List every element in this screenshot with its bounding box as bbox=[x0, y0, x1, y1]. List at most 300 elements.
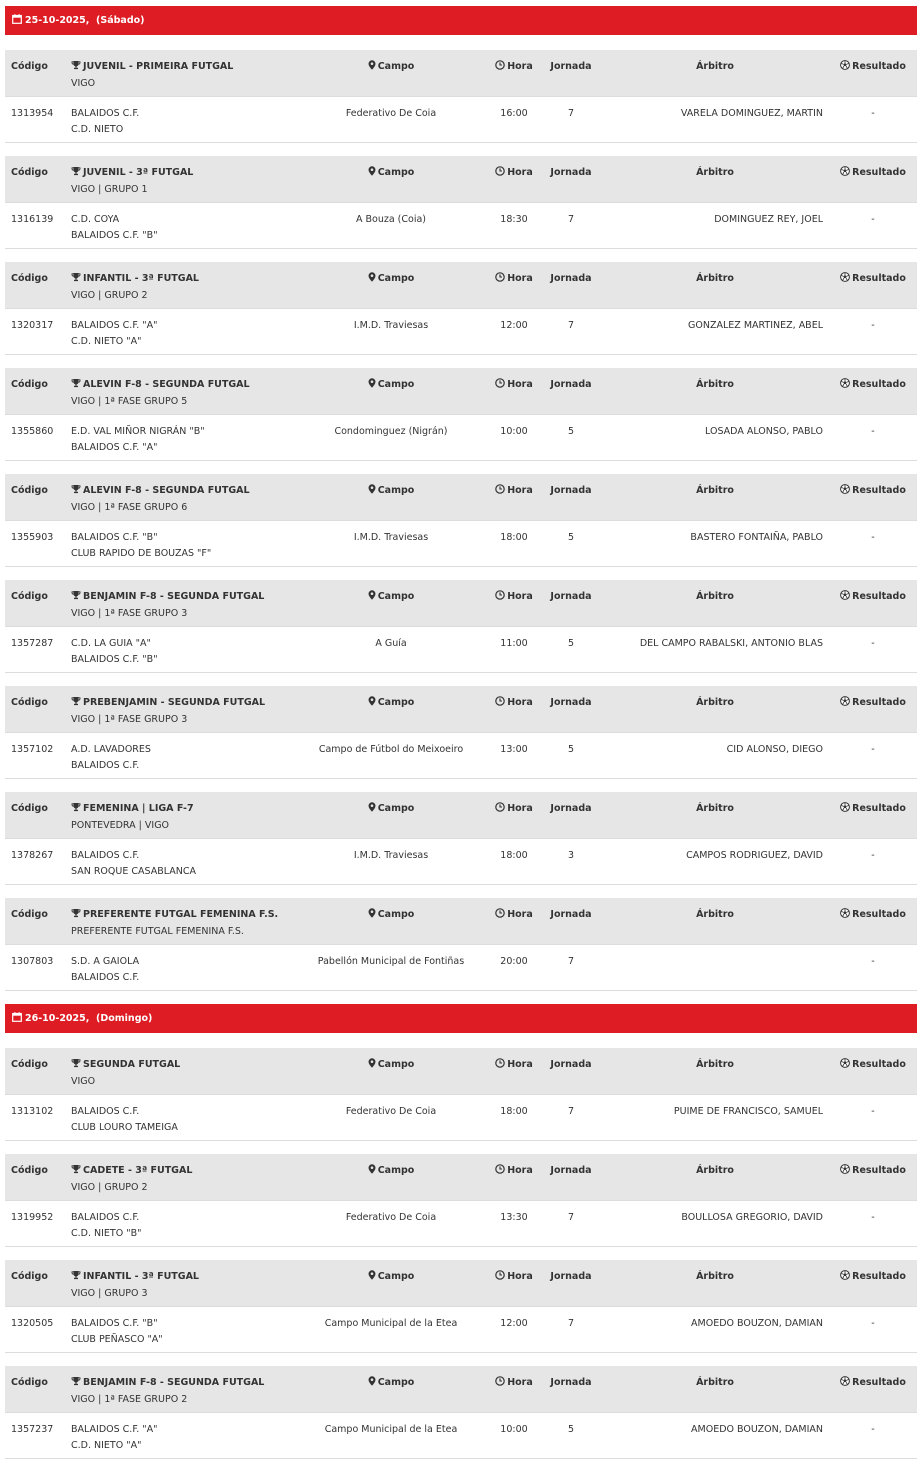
home-team[interactable]: A.D. LAVADORES bbox=[71, 744, 151, 755]
match-row bbox=[5, 627, 917, 673]
schedule-list bbox=[5, 6, 917, 1472]
match-code[interactable]: 1319952 bbox=[11, 1212, 54, 1223]
match-code[interactable]: 1357102 bbox=[11, 744, 54, 755]
competition-info bbox=[71, 589, 264, 622]
clock-icon bbox=[495, 908, 505, 924]
competition-info bbox=[71, 1269, 199, 1302]
clock-icon bbox=[495, 1376, 505, 1392]
match-teams bbox=[71, 954, 139, 986]
match-code[interactable]: 1320317 bbox=[11, 320, 54, 331]
map-marker-icon bbox=[368, 60, 376, 76]
codigo-header: Código bbox=[11, 1377, 48, 1388]
competition-name[interactable]: SEGUNDA FUTGAL bbox=[83, 1059, 181, 1070]
competition-group: VIGO bbox=[71, 1076, 96, 1087]
competition-group: VIGO | GRUPO 2 bbox=[71, 290, 148, 301]
match-code[interactable]: 1357287 bbox=[11, 638, 54, 649]
competition-info bbox=[71, 801, 194, 834]
competition-name[interactable]: INFANTIL - 3ª FUTGAL bbox=[83, 1271, 199, 1282]
campo-header: Campo bbox=[271, 271, 511, 288]
match-code[interactable]: 1316139 bbox=[11, 214, 54, 225]
match-block bbox=[5, 50, 917, 143]
resultado-header: Resultado bbox=[825, 271, 921, 288]
match-block bbox=[5, 686, 917, 779]
competition-group: VIGO bbox=[71, 78, 96, 89]
soccer-ball-icon bbox=[840, 272, 850, 288]
match-teams bbox=[71, 106, 139, 138]
soccer-ball-icon bbox=[840, 378, 850, 394]
jornada-header: Jornada bbox=[550, 697, 592, 708]
map-marker-icon bbox=[368, 802, 376, 818]
campo-header: Campo bbox=[271, 801, 511, 818]
hora-header: Hora bbox=[484, 589, 544, 606]
match-teams bbox=[71, 742, 151, 774]
match-arbitro: CAMPOS RODRIGUEZ, DAVID bbox=[686, 850, 823, 861]
trophy-icon bbox=[71, 484, 81, 500]
codigo-header: Código bbox=[11, 591, 48, 602]
competition-group: VIGO | 1ª FASE GRUPO 6 bbox=[71, 502, 188, 513]
map-marker-icon bbox=[368, 1058, 376, 1074]
map-marker-icon bbox=[368, 696, 376, 712]
codigo-header: Código bbox=[11, 697, 48, 708]
match-campo[interactable]: I.M.D. Traviesas bbox=[353, 320, 429, 331]
away-team[interactable]: CLUB RAPIDO DE BOUZAS "F" bbox=[71, 548, 212, 559]
match-block bbox=[5, 156, 917, 249]
match-resultado: - bbox=[871, 320, 875, 331]
map-marker-icon bbox=[368, 908, 376, 924]
map-marker-icon bbox=[368, 590, 376, 606]
competition-group: PREFERENTE FUTGAL FEMENINA F.S. bbox=[71, 926, 244, 937]
codigo-header: Código bbox=[11, 803, 48, 814]
day-date: 26-10-2025, bbox=[25, 1013, 90, 1024]
hora-header: Hora bbox=[484, 377, 544, 394]
match-hora: 13:30 bbox=[500, 1212, 528, 1223]
competition-name[interactable]: BENJAMIN F-8 - SEGUNDA FUTGAL bbox=[83, 591, 265, 602]
trophy-icon bbox=[71, 802, 81, 818]
match-campo[interactable]: A Bouza (Coia) bbox=[355, 214, 427, 225]
home-team[interactable]: BALAIDOS C.F. bbox=[71, 850, 140, 861]
match-arbitro: CID ALONSO, DIEGO bbox=[726, 744, 823, 755]
match-jornada: 5 bbox=[567, 532, 575, 543]
match-teams bbox=[71, 636, 158, 668]
arbitro-header: Árbitro bbox=[696, 1165, 734, 1176]
trophy-icon bbox=[71, 378, 81, 394]
match-row bbox=[5, 521, 917, 567]
arbitro-header: Árbitro bbox=[696, 697, 734, 708]
jornada-header: Jornada bbox=[550, 909, 592, 920]
competition-header bbox=[5, 262, 917, 309]
arbitro-header: Árbitro bbox=[696, 379, 734, 390]
campo-header: Campo bbox=[271, 1057, 511, 1074]
soccer-ball-icon bbox=[840, 166, 850, 182]
competition-name[interactable]: ALEVIN F-8 - SEGUNDA FUTGAL bbox=[83, 379, 250, 390]
match-resultado: - bbox=[871, 956, 875, 967]
competition-info bbox=[71, 1375, 264, 1408]
away-team[interactable]: C.D. NIETO "A" bbox=[71, 336, 142, 347]
home-team[interactable]: C.D. LA GUIA "A" bbox=[71, 638, 151, 649]
hora-header: Hora bbox=[484, 1375, 544, 1392]
match-jornada: 7 bbox=[567, 108, 575, 119]
competition-header bbox=[5, 792, 917, 839]
competition-name[interactable]: INFANTIL - 3ª FUTGAL bbox=[83, 273, 199, 284]
match-teams bbox=[71, 318, 158, 350]
campo-header: Campo bbox=[271, 1163, 511, 1180]
match-campo[interactable]: I.M.D. Traviesas bbox=[353, 532, 429, 543]
jornada-header: Jornada bbox=[550, 591, 592, 602]
competition-name[interactable]: BENJAMIN F-8 - SEGUNDA FUTGAL bbox=[83, 1377, 265, 1388]
trophy-icon bbox=[71, 1164, 81, 1180]
trophy-icon bbox=[71, 1058, 81, 1074]
soccer-ball-icon bbox=[840, 802, 850, 818]
match-hora: 12:00 bbox=[500, 1318, 528, 1329]
calendar-icon bbox=[12, 1012, 25, 1025]
competition-name[interactable]: FEMENINA | LIGA F-7 bbox=[83, 803, 194, 814]
match-code[interactable]: 1378267 bbox=[11, 850, 54, 861]
clock-icon bbox=[495, 802, 505, 818]
jornada-header: Jornada bbox=[550, 379, 592, 390]
clock-icon bbox=[495, 272, 505, 288]
match-campo[interactable]: Campo Municipal de la Etea bbox=[324, 1318, 458, 1329]
match-row bbox=[5, 1201, 917, 1247]
competition-header bbox=[5, 50, 917, 97]
hora-header: Hora bbox=[484, 165, 544, 182]
competition-name[interactable]: PREBENJAMIN - SEGUNDA FUTGAL bbox=[83, 697, 266, 708]
codigo-header: Código bbox=[11, 379, 48, 390]
arbitro-header: Árbitro bbox=[696, 167, 734, 178]
resultado-header: Resultado bbox=[825, 1163, 921, 1180]
trophy-icon bbox=[71, 272, 81, 288]
match-teams bbox=[71, 212, 158, 244]
competition-header bbox=[5, 368, 917, 415]
match-jornada: 7 bbox=[567, 1212, 575, 1223]
match-hora: 16:00 bbox=[500, 108, 528, 119]
resultado-header: Resultado bbox=[825, 695, 921, 712]
match-teams bbox=[71, 530, 211, 562]
competition-header bbox=[5, 1048, 917, 1095]
match-hora: 18:00 bbox=[500, 532, 528, 543]
resultado-header: Resultado bbox=[825, 1269, 921, 1286]
competition-name[interactable]: ALEVIN F-8 - SEGUNDA FUTGAL bbox=[83, 485, 250, 496]
codigo-header: Código bbox=[11, 909, 48, 920]
clock-icon bbox=[495, 378, 505, 394]
resultado-header: Resultado bbox=[825, 589, 921, 606]
jornada-header: Jornada bbox=[550, 803, 592, 814]
away-team[interactable]: C.D. NIETO "B" bbox=[71, 1228, 142, 1239]
resultado-header: Resultado bbox=[825, 1375, 921, 1392]
match-arbitro: PUIME DE FRANCISCO, SAMUEL bbox=[673, 1106, 823, 1117]
map-marker-icon bbox=[368, 272, 376, 288]
competition-name[interactable]: JUVENIL - 3ª FUTGAL bbox=[83, 167, 194, 178]
match-arbitro: GONZALEZ MARTINEZ, ABEL bbox=[688, 320, 823, 331]
match-arbitro: BASTERO FONTAIÑA, PABLO bbox=[690, 532, 823, 543]
calendar-icon bbox=[12, 14, 25, 27]
competition-info bbox=[71, 59, 233, 92]
campo-header: Campo bbox=[271, 377, 511, 394]
competition-group: VIGO | GRUPO 3 bbox=[71, 1288, 148, 1299]
arbitro-header: Árbitro bbox=[696, 61, 734, 72]
competition-info bbox=[71, 165, 193, 198]
match-resultado: - bbox=[871, 108, 875, 119]
hora-header: Hora bbox=[484, 483, 544, 500]
match-block bbox=[5, 1260, 917, 1353]
arbitro-header: Árbitro bbox=[696, 803, 734, 814]
match-jornada: 7 bbox=[567, 320, 575, 331]
match-code[interactable]: 1355860 bbox=[11, 426, 54, 437]
match-block bbox=[5, 792, 917, 885]
away-team[interactable]: C.D. NIETO bbox=[71, 124, 124, 135]
match-campo[interactable]: Federativo De Coia bbox=[345, 1106, 437, 1117]
competition-info bbox=[71, 271, 199, 304]
soccer-ball-icon bbox=[840, 696, 850, 712]
arbitro-header: Árbitro bbox=[696, 1377, 734, 1388]
campo-header: Campo bbox=[271, 1375, 511, 1392]
match-arbitro: BOULLOSA GREGORIO, DAVID bbox=[681, 1212, 823, 1223]
clock-icon bbox=[495, 1270, 505, 1286]
match-resultado: - bbox=[871, 1318, 875, 1329]
map-marker-icon bbox=[368, 1270, 376, 1286]
competition-header bbox=[5, 1260, 917, 1307]
home-team[interactable]: C.D. COYA bbox=[71, 214, 120, 225]
hora-header: Hora bbox=[484, 1163, 544, 1180]
campo-header: Campo bbox=[271, 695, 511, 712]
hora-header: Hora bbox=[484, 907, 544, 924]
match-teams bbox=[71, 1316, 163, 1348]
match-hora: 13:00 bbox=[500, 744, 528, 755]
match-code[interactable]: 1357237 bbox=[11, 1424, 54, 1435]
match-block bbox=[5, 1154, 917, 1247]
soccer-ball-icon bbox=[840, 60, 850, 76]
match-row bbox=[5, 97, 917, 143]
codigo-header: Código bbox=[11, 1059, 48, 1070]
match-hora: 18:00 bbox=[500, 1106, 528, 1117]
match-hora: 11:00 bbox=[500, 638, 528, 649]
competition-header bbox=[5, 1154, 917, 1201]
competition-info bbox=[71, 1057, 180, 1090]
trophy-icon bbox=[71, 60, 81, 76]
match-code[interactable]: 1307803 bbox=[11, 956, 54, 967]
jornada-header: Jornada bbox=[550, 167, 592, 178]
home-team[interactable]: S.D. A GAIOLA bbox=[71, 956, 140, 967]
competition-name[interactable]: JUVENIL - PRIMEIRA FUTGAL bbox=[83, 61, 234, 72]
campo-header: Campo bbox=[271, 165, 511, 182]
codigo-header: Código bbox=[11, 485, 48, 496]
match-campo[interactable]: Federativo De Coia bbox=[345, 1212, 437, 1223]
home-team[interactable]: BALAIDOS C.F. "A" bbox=[71, 1424, 158, 1435]
hora-header: Hora bbox=[484, 1269, 544, 1286]
match-code[interactable]: 1313954 bbox=[11, 108, 54, 119]
soccer-ball-icon bbox=[840, 1376, 850, 1392]
match-jornada: 7 bbox=[567, 214, 575, 225]
codigo-header: Código bbox=[11, 1165, 48, 1176]
match-arbitro: DOMINGUEZ REY, JOEL bbox=[714, 214, 823, 225]
soccer-ball-icon bbox=[840, 1270, 850, 1286]
map-marker-icon bbox=[368, 1376, 376, 1392]
match-arbitro: DEL CAMPO RABALSKI, ANTONIO BLAS bbox=[639, 638, 823, 649]
trophy-icon bbox=[71, 908, 81, 924]
arbitro-header: Árbitro bbox=[696, 485, 734, 496]
match-row bbox=[5, 733, 917, 779]
match-campo[interactable]: Pabellón Municipal de Fontiñas bbox=[317, 956, 465, 967]
map-marker-icon bbox=[368, 378, 376, 394]
match-hora: 18:00 bbox=[500, 850, 528, 861]
competition-info bbox=[71, 483, 250, 516]
codigo-header: Código bbox=[11, 61, 48, 72]
hora-header: Hora bbox=[484, 59, 544, 76]
match-teams bbox=[71, 424, 205, 456]
campo-header: Campo bbox=[271, 907, 511, 924]
clock-icon bbox=[495, 166, 505, 182]
resultado-header: Resultado bbox=[825, 377, 921, 394]
day-date: 25-10-2025, bbox=[25, 15, 90, 26]
jornada-header: Jornada bbox=[550, 1165, 592, 1176]
match-resultado: - bbox=[871, 1424, 875, 1435]
match-row bbox=[5, 945, 917, 991]
clock-icon bbox=[495, 1058, 505, 1074]
campo-header: Campo bbox=[271, 1269, 511, 1286]
map-marker-icon bbox=[368, 484, 376, 500]
competition-name[interactable]: CADETE - 3ª FUTGAL bbox=[83, 1165, 193, 1176]
resultado-header: Resultado bbox=[825, 801, 921, 818]
match-row bbox=[5, 1095, 917, 1141]
hora-header: Hora bbox=[484, 801, 544, 818]
day-header bbox=[5, 6, 917, 35]
match-campo[interactable]: Campo Municipal de la Etea bbox=[324, 1424, 458, 1435]
clock-icon bbox=[495, 1164, 505, 1180]
home-team[interactable]: BALAIDOS C.F. "A" bbox=[71, 320, 158, 331]
clock-icon bbox=[495, 484, 505, 500]
match-jornada: 5 bbox=[567, 744, 575, 755]
home-team[interactable]: BALAIDOS C.F. "B" bbox=[71, 532, 158, 543]
match-code[interactable]: 1355903 bbox=[11, 532, 54, 543]
clock-icon bbox=[495, 60, 505, 76]
away-team[interactable]: BALAIDOS C.F. "B" bbox=[71, 230, 158, 241]
trophy-icon bbox=[71, 590, 81, 606]
away-team[interactable]: CLUB LOURO TAMEIGA bbox=[71, 1122, 178, 1133]
competition-header bbox=[5, 686, 917, 733]
competition-info bbox=[71, 1163, 192, 1196]
match-campo[interactable]: Federativo De Coia bbox=[345, 108, 437, 119]
competition-group: VIGO | 1ª FASE GRUPO 5 bbox=[71, 396, 188, 407]
clock-icon bbox=[495, 590, 505, 606]
home-team[interactable]: BALAIDOS C.F. bbox=[71, 1106, 140, 1117]
arbitro-header: Árbitro bbox=[696, 591, 734, 602]
campo-header: Campo bbox=[271, 483, 511, 500]
away-team[interactable]: BALAIDOS C.F. "B" bbox=[71, 654, 158, 665]
hora-header: Hora bbox=[484, 1057, 544, 1074]
away-team[interactable]: C.D. NIETO "A" bbox=[71, 1440, 142, 1451]
match-campo[interactable]: Campo de Fútbol do Meixoeiro bbox=[318, 744, 464, 755]
match-arbitro: AMOEDO BOUZON, DAMIAN bbox=[691, 1318, 823, 1329]
trophy-icon bbox=[71, 1376, 81, 1392]
soccer-ball-icon bbox=[840, 590, 850, 606]
trophy-icon bbox=[71, 1270, 81, 1286]
away-team[interactable]: BALAIDOS C.F. bbox=[71, 972, 140, 983]
match-campo[interactable]: A Guía bbox=[375, 638, 407, 649]
match-resultado: - bbox=[871, 744, 875, 755]
hora-header: Hora bbox=[484, 271, 544, 288]
hora-header: Hora bbox=[484, 695, 544, 712]
competition-header bbox=[5, 474, 917, 521]
map-marker-icon bbox=[368, 1164, 376, 1180]
match-teams bbox=[71, 1104, 178, 1136]
match-block bbox=[5, 368, 917, 461]
jornada-header: Jornada bbox=[550, 61, 592, 72]
match-hora: 10:00 bbox=[500, 1424, 528, 1435]
match-jornada: 5 bbox=[567, 1424, 575, 1435]
arbitro-header: Árbitro bbox=[696, 909, 734, 920]
resultado-header: Resultado bbox=[825, 483, 921, 500]
competition-group: VIGO | GRUPO 1 bbox=[71, 184, 148, 195]
trophy-icon bbox=[71, 166, 81, 182]
resultado-header: Resultado bbox=[825, 165, 921, 182]
match-jornada: 7 bbox=[567, 1106, 575, 1117]
away-team[interactable]: CLUB PEÑASCO "A" bbox=[71, 1334, 163, 1345]
competition-info bbox=[71, 695, 265, 728]
match-resultado: - bbox=[871, 1106, 875, 1117]
competition-info bbox=[71, 907, 278, 940]
match-jornada: 5 bbox=[567, 426, 575, 437]
match-jornada: 7 bbox=[567, 1318, 575, 1329]
match-resultado: - bbox=[871, 1212, 875, 1223]
match-teams bbox=[71, 1210, 141, 1242]
away-team[interactable]: BALAIDOS C.F. bbox=[71, 760, 140, 771]
trophy-icon bbox=[71, 696, 81, 712]
day-weekday: (Domingo) bbox=[96, 1013, 153, 1024]
match-block bbox=[5, 580, 917, 673]
campo-header: Campo bbox=[271, 59, 511, 76]
soccer-ball-icon bbox=[840, 1058, 850, 1074]
soccer-ball-icon bbox=[840, 908, 850, 924]
jornada-header: Jornada bbox=[550, 485, 592, 496]
match-jornada: 5 bbox=[567, 638, 575, 649]
competition-header bbox=[5, 156, 917, 203]
home-team[interactable]: BALAIDOS C.F. "B" bbox=[71, 1318, 158, 1329]
competition-header bbox=[5, 1366, 917, 1413]
match-resultado: - bbox=[871, 214, 875, 225]
home-team[interactable]: E.D. VAL MIÑOR NIGRÁN "B" bbox=[71, 426, 205, 437]
home-team[interactable]: BALAIDOS C.F. bbox=[71, 108, 140, 119]
arbitro-header: Árbitro bbox=[696, 1059, 734, 1070]
competition-header bbox=[5, 898, 917, 945]
match-code[interactable]: 1313102 bbox=[11, 1106, 54, 1117]
match-arbitro: AMOEDO BOUZON, DAMIAN bbox=[691, 1424, 823, 1435]
match-hora: 10:00 bbox=[500, 426, 528, 437]
match-row bbox=[5, 309, 917, 355]
match-resultado: - bbox=[871, 850, 875, 861]
jornada-header: Jornada bbox=[550, 1059, 592, 1070]
match-block bbox=[5, 1048, 917, 1141]
match-resultado: - bbox=[871, 532, 875, 543]
match-teams bbox=[71, 848, 196, 880]
home-team[interactable]: BALAIDOS C.F. bbox=[71, 1212, 140, 1223]
jornada-header: Jornada bbox=[550, 1377, 592, 1388]
soccer-ball-icon bbox=[840, 484, 850, 500]
away-team[interactable]: SAN ROQUE CASABLANCA bbox=[71, 866, 196, 877]
campo-header: Campo bbox=[271, 589, 511, 606]
soccer-ball-icon bbox=[840, 1164, 850, 1180]
match-jornada: 3 bbox=[567, 850, 575, 861]
match-campo[interactable]: Condominguez (Nigrán) bbox=[334, 426, 448, 437]
match-row bbox=[5, 203, 917, 249]
match-campo[interactable]: I.M.D. Traviesas bbox=[353, 850, 429, 861]
competition-group: VIGO | GRUPO 2 bbox=[71, 1182, 148, 1193]
match-row bbox=[5, 839, 917, 885]
match-block bbox=[5, 898, 917, 991]
match-resultado: - bbox=[871, 638, 875, 649]
match-hora: 18:30 bbox=[500, 214, 528, 225]
away-team[interactable]: BALAIDOS C.F. "A" bbox=[71, 442, 158, 453]
match-code[interactable]: 1320505 bbox=[11, 1318, 54, 1329]
competition-name[interactable]: PREFERENTE FUTGAL FEMENINA F.S. bbox=[83, 909, 279, 920]
